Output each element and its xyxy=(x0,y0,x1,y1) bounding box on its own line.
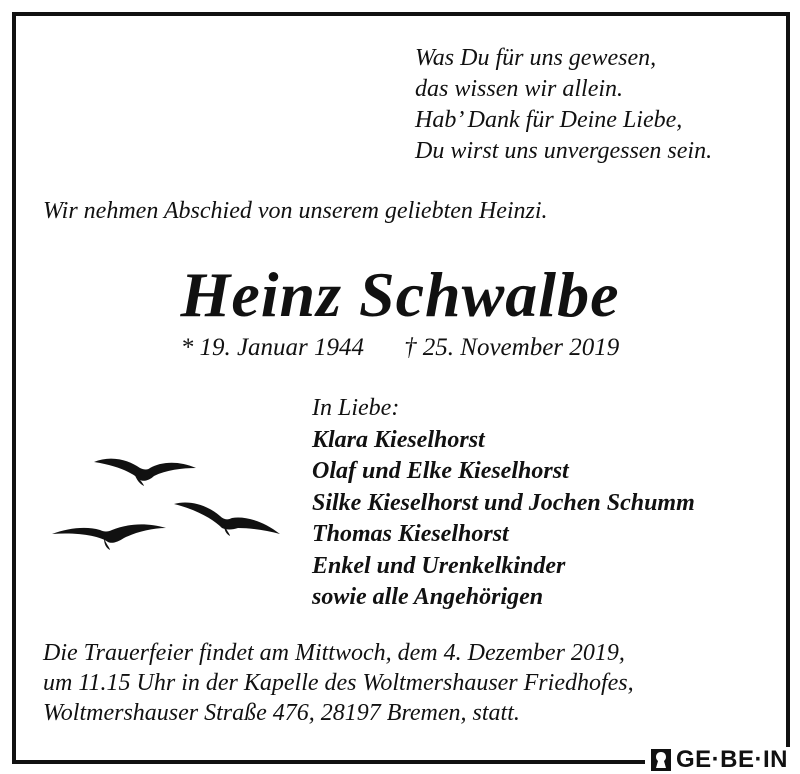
publisher-brand xyxy=(645,747,794,773)
deceased-name: Heinz Schwalbe xyxy=(180,259,620,330)
family-member: Silke Kieselhorst und Jochen Schumm xyxy=(312,489,695,516)
poem-line: das wissen wir allein. xyxy=(415,76,624,102)
poem xyxy=(415,43,712,167)
family-member: sowie alle Angehörigen xyxy=(312,584,544,610)
funeral-line: Die Trauerfeier findet am Mittwoch, dem 4. Dezember 2019, xyxy=(43,640,625,666)
funeral-line: Woltmershauser Straße 476, 28197 Bremen, statt. xyxy=(43,700,520,726)
poem-line: Hab’ Dank für Deine Liebe, xyxy=(415,107,683,133)
funeral-line: um 11.15 Uhr in der Kapelle des Woltmershauser Friedhofes, xyxy=(43,670,634,696)
birth-date: * 19. Januar 1944 xyxy=(180,334,365,361)
family-member: Thomas Kieselhorst xyxy=(312,521,509,547)
life-dates xyxy=(0,334,800,362)
funeral-info xyxy=(43,638,634,728)
family-member: Klara Kieselhorst xyxy=(312,426,485,453)
farewell-intro: Wir nehmen Abschied von unserem geliebten Heinzi. xyxy=(43,198,548,224)
family-intro: In Liebe: xyxy=(312,395,400,421)
gebein-logo-icon xyxy=(651,749,671,771)
family-member: Olaf und Elke Kieselhorst xyxy=(312,458,569,484)
poem-line: Du wirst uns unvergessen sein. xyxy=(415,138,713,164)
poem-line: Was Du für uns gewesen, xyxy=(415,45,657,71)
family-member: Enkel und Urenkelkinder xyxy=(312,552,566,579)
death-date: † 25. November 2019 xyxy=(404,334,620,361)
family-section xyxy=(312,393,695,614)
flying-birds-icon xyxy=(48,448,288,558)
brand-name: GE·BE·IN xyxy=(676,746,788,773)
